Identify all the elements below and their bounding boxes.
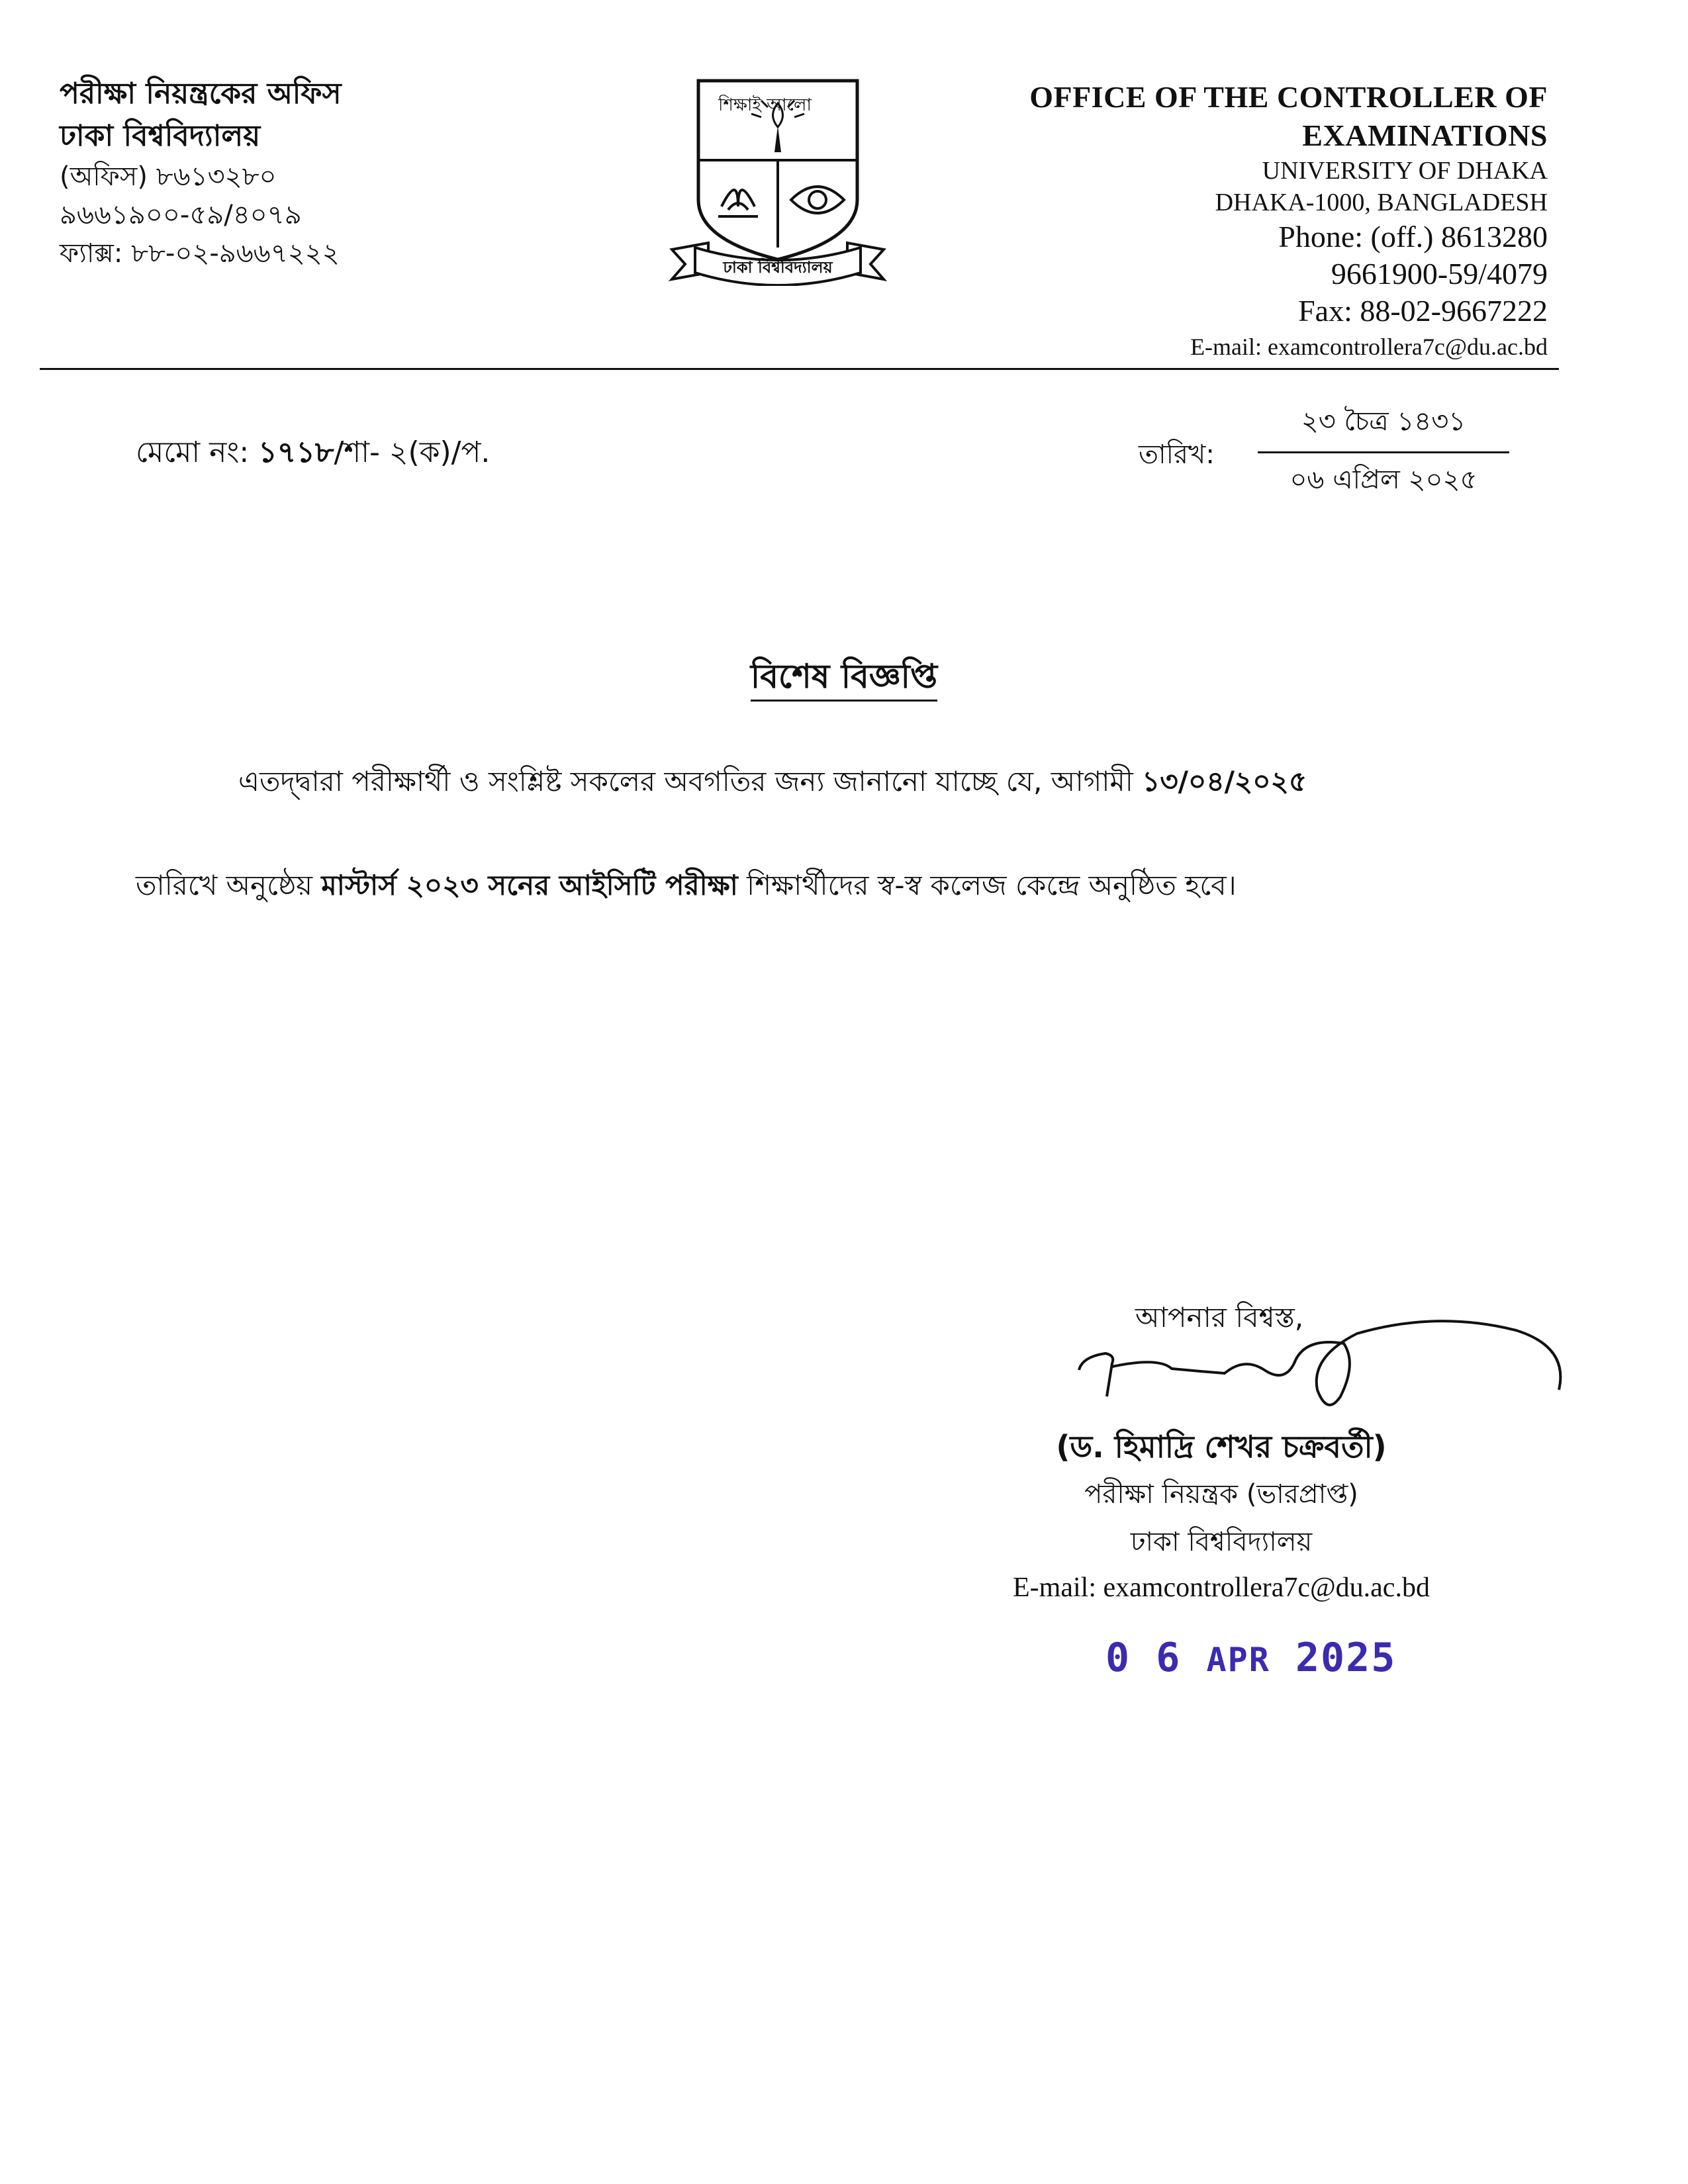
university-name-bn: ঢাকা বিশ্ববিদ্যালয় [60, 119, 261, 153]
phone: Phone: (off.) 8613280 [1278, 220, 1548, 253]
phone-office-bn: (অফিস) ৮৬১৩২৮০ [60, 161, 277, 192]
signature-icon [1066, 1317, 1569, 1436]
memo-number-value: ১৭১৮ [258, 435, 334, 469]
office-name-line2: EXAMINATIONS [1302, 118, 1548, 152]
notice-line-1 [238, 760, 1307, 807]
phone-other-bn: ৯৬৬১৯০০-৫৯/৪০৭৯ [60, 200, 302, 230]
exam-date: ১৩/০৪/২০২৫ [1142, 765, 1307, 797]
phone-2: 9661900-59/4079 [1331, 257, 1548, 291]
fax: Fax: 88-02-9667222 [1298, 294, 1548, 328]
logo-banner-text: ঢাকা বিশ্ববিদ্যালয় [723, 258, 833, 277]
address: DHAKA-1000, BANGLADESH [1215, 189, 1548, 216]
notice-title-text: বিশেষ বিজ্ঞপ্তি [751, 657, 937, 702]
stamp-day: 0 6 [1105, 1635, 1182, 1681]
header-left [60, 73, 342, 273]
university-logo-icon [669, 74, 887, 286]
notice-line-2 [136, 864, 1237, 911]
header-right [1029, 78, 1548, 364]
notice-line-1-text: এতদ্দ্বারা পরীক্ষার্থী ও সংশ্লিষ্ট সকলের অবগতির জন্য জানানো যাচ্ছে যে, আগামী [238, 765, 1133, 797]
signatory-email: E-mail: examcontrollera7c@du.ac.bd [1013, 1572, 1430, 1603]
signatory-designation: পরীক্ষা নিয়ন্ত্রক (ভারপ্রাপ্ত) [1084, 1479, 1358, 1510]
notice-title [0, 652, 1688, 707]
logo-motto: শিক্ষাই আলো [718, 95, 812, 115]
closing: আপনার বিশ্বস্ত, [1135, 1301, 1304, 1334]
signatory-university: ঢাকা বিশ্ববিদ্যালয় [1130, 1527, 1313, 1557]
date-gregorian: ০৬ এপ্রিল ২০২৫ [1289, 465, 1477, 495]
signatory-block [980, 1423, 1463, 1610]
signatory-name: (ড. হিমাদ্রি শেখর চক্রবর্তী) [1056, 1429, 1387, 1465]
notice-line-2-b: শিক্ষার্থীদের স্ব-স্ব কলেজ কেন্দ্রে অনুষ্ঠিত হবে। [747, 869, 1237, 901]
notice-line-2-a: তারিখে অনুষ্ঠেয় [136, 869, 313, 901]
stamp-month: APR [1206, 1641, 1270, 1679]
memo-suffix: /শা- ২(ক)/প. [334, 435, 491, 469]
stamp-year: 2025 [1295, 1635, 1397, 1681]
date-label: তারিখ: [1139, 439, 1215, 470]
office-name-line1: OFFICE OF THE CONTROLLER OF [1029, 80, 1548, 114]
university-name: UNIVERSITY OF DHAKA [1262, 157, 1548, 185]
date-stamp [1105, 1635, 1396, 1681]
email: E-mail: examcontrollera7c@du.ac.bd [1190, 334, 1548, 360]
date-block [1258, 400, 1509, 503]
memo-label: মেমো নং: [136, 435, 250, 469]
exam-name: মাস্টার্স ২০২৩ সনের আইসিটি পরীক্ষা [321, 869, 738, 901]
fax-bn: ফ্যাক্স: ৮৮-০২-৯৬৬৭২২২ [60, 238, 340, 269]
date-bengali: ২৩ চৈত্র ১৪৩১ [1258, 400, 1509, 453]
header-divider [40, 368, 1559, 370]
memo-number [136, 430, 490, 478]
office-name-bn: পরীক্ষা নিয়ন্ত্রকের অফিস [60, 77, 342, 111]
